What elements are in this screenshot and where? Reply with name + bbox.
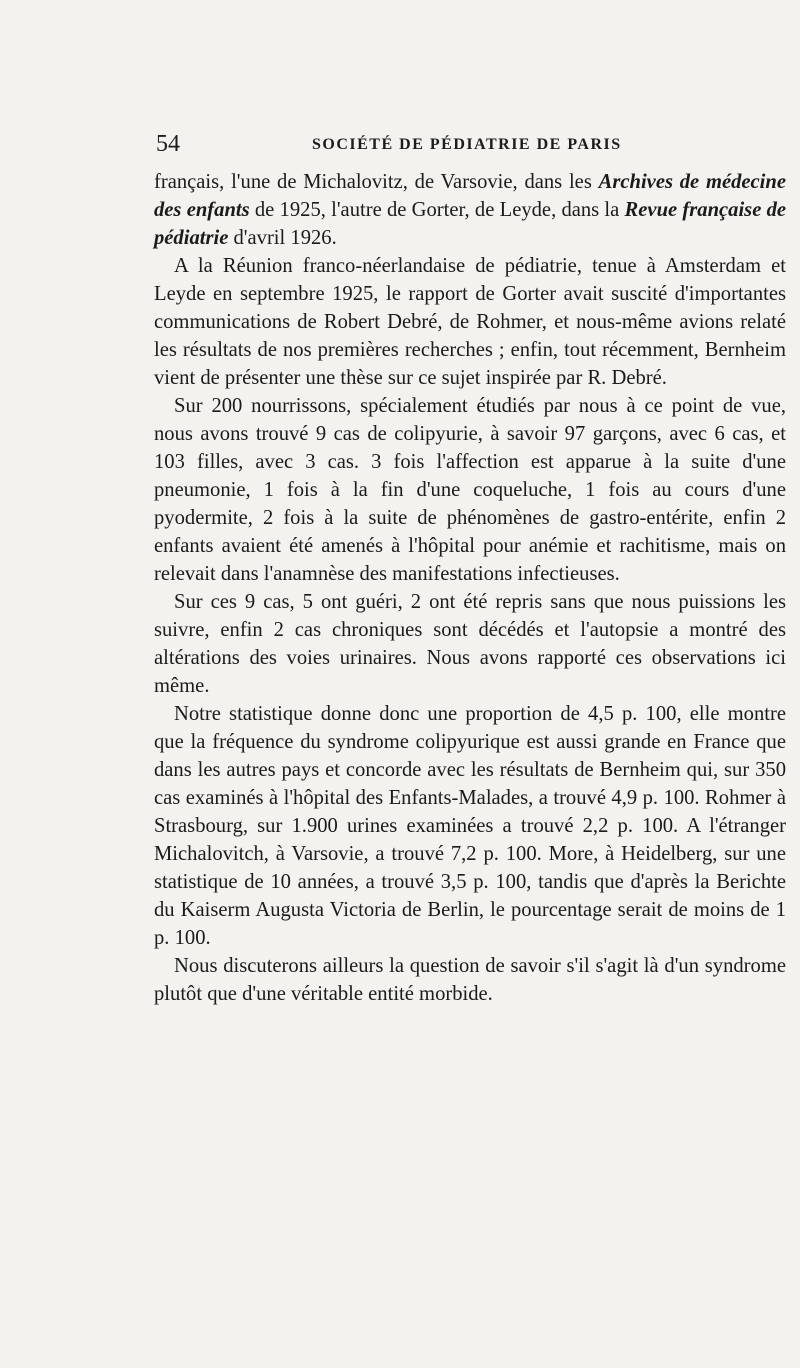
paragraph-1-text-a: français, l'une de Michalovitz, de Varsovie, dans les [154, 171, 599, 193]
paragraph-2: A la Réunion franco-néerlandaise de pédiatrie, tenue à Amsterdam et Leyde en septembre 1925, le rapport de Gorter avait suscité d'importantes communications de Robert Debré, de Rohmer, et nous-même avions relaté les résultats de nos premières recherches ; enfin, tout récemment, Bernheim vient de présenter une thèse sur ce sujet inspirée par R. Debré. [154, 255, 786, 389]
paragraph-1-text-b: de 1925, l'autre de Gorter, de Leyde, dans la [249, 199, 625, 221]
paragraph-3: Sur 200 nourrissons, spécialement étudiés par nous à ce point de vue, nous avons trouvé 9 cas de colipyurie, à savoir 97 garçons, avec 6 cas, et 103 filles, avec 3 cas. 3 fois l'affection est apparue à la suite d'une pneumonie, 1 fois à la fin d'une coqueluche, 1 fois au cours d'une pyodermite, 2 fois à la suite de phénomènes de gastro-entérite, enfin 2 enfants avaient été amenés à l'hôpital pour anémie et rachitisme, mais on relevait dans l'anamnèse des manifestations infectieuses. [154, 395, 786, 585]
running-head: SOCIÉTÉ DE PÉDIATRIE DE PARIS [312, 136, 622, 153]
paragraph-1 [154, 168, 786, 252]
page-number: 54 [156, 131, 180, 157]
journal-title-revue: Revue française de pédiatrie [154, 199, 787, 249]
page-header [156, 128, 788, 162]
paragraph-5: Notre statistique donne donc une proportion de 4,5 p. 100, elle montre que la fréquence du syndrome colipyurique est aussi grande en France que dans les autres pays et concorde avec les résultats de Bernheim qui, sur 350 cas examinés à l'hôpital des Enfants-Malades, a trouvé 4,9 p. 100. Rohmer à Strasbourg, sur 1.900 urines examinées a trouvé 2,2 p. 100. A l'étranger Michalovitch, à Varsovie, a trouvé 7,2 p. 100. More, à Heidelberg, sur une statistique de 10 années, a trouvé 3,5 p. 100, tandis que d'après la Berichte du Kaiserm Augusta Victoria de Berlin, le pourcentage serait de moins de 1 p. 100. [154, 703, 786, 949]
body-text [154, 168, 786, 1008]
paragraph-6: Nous discuterons ailleurs la question de savoir s'il s'agit là d'un syndrome plutôt que d'une véritable entité morbide. [154, 955, 786, 1005]
paragraph-1-text-c: d'avril 1926. [228, 227, 337, 249]
journal-title-archives: Archives de médecine des enfants [154, 171, 786, 221]
paragraph-4: Sur ces 9 cas, 5 ont guéri, 2 ont été repris sans que nous puissions les suivre, enfin 2 cas chroniques sont décédés et l'autopsie a montré des altérations des voies urinaires. Nous avons rapporté ces observations ici même. [154, 591, 786, 697]
